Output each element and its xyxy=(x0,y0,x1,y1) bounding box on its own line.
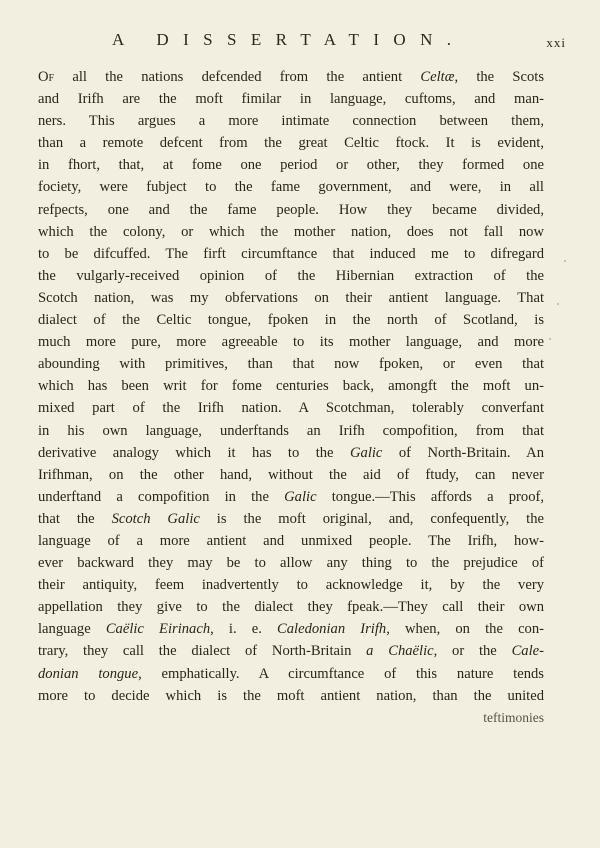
text-line: their antiquity, feem inadvertently to acknowledge it, by the very xyxy=(38,577,544,594)
text-line: underftand a compofition in the Galic tongue.—This affords a proof, xyxy=(38,488,544,505)
paper-speck xyxy=(557,303,559,305)
text-line: Scotch nation, was my obfervations on their antient language. That xyxy=(38,289,544,306)
text-line: in his own language, underftands an Irifh compofition, from that xyxy=(38,422,544,439)
text-line: abounding with primitives, than that now fpoken, or even that xyxy=(38,356,544,373)
text-line: language of a more antient and unmixed people. The Irifh, how- xyxy=(38,532,544,549)
catchword-line xyxy=(38,707,544,729)
text-line: that the Scotch Galic is the moft original, and, confequently, the xyxy=(38,510,544,527)
text-line: dialect of the Celtic tongue, fpoken in the north of Scotland, is xyxy=(38,312,544,329)
text-line: Of all the nations defcended from the antient Celtæ, the Scots xyxy=(38,69,544,85)
text-line: language Caëlic Eirinach, i. e. Caledonian Irifh, when, on the con- xyxy=(38,621,544,638)
text-line: mixed part of the Irifh nation. A Scotchman, tolerably converfant xyxy=(38,400,544,417)
body-text xyxy=(38,66,544,729)
text-line: refpects, one and the fame people. How they became divided, xyxy=(38,201,544,218)
text-line: which has been writ for fome centuries back, amongft the moft un- xyxy=(38,378,544,395)
paper-speck xyxy=(564,260,566,262)
text-line: which the colony, or which the mother nation, does not fall now xyxy=(38,223,544,240)
text-line: donian tongue, emphatically. A circumftance of this nature tends xyxy=(38,665,544,682)
text-line: in fhort, that, at fome one period or other, they formed one xyxy=(38,157,544,174)
text-line: appellation they give to the dialect they fpeak.—They call their own xyxy=(38,599,544,616)
text-line: Irifhman, on the other hand, without the aid of ftudy, can never xyxy=(38,466,544,483)
text-line: than a remote defcent from the great Celtic ftock. It is evident, xyxy=(38,135,544,152)
text-line: trary, they call the dialect of North-Britain a Chaëlic, or the Cale- xyxy=(38,643,544,660)
running-title: A DISSERTATION. xyxy=(112,30,466,49)
text-line: ever backward they may be to allow any thing to the prejudice of xyxy=(38,555,544,572)
text-line: derivative analogy which it has to the Galic of North-Britain. An xyxy=(38,444,544,461)
text-line: to be difcuffed. The firft circumftance that induced me to difregard xyxy=(38,245,544,262)
catchword: teftimonies xyxy=(483,709,544,725)
text-line: ners. This argues a more intimate connection between them, xyxy=(38,113,544,130)
text-line: and Irifh are the moft fimilar in language, cuftoms, and man- xyxy=(38,91,544,108)
text-line: fociety, were fubject to the fame government, and were, in all xyxy=(38,179,544,196)
text-line: the vulgarly-received opinion of the Hibernian extraction of the xyxy=(38,267,544,284)
paper-speck xyxy=(549,338,551,340)
text-line: much more pure, more agreeable to its mother language, and more xyxy=(38,334,544,351)
text-line: more to decide which is the moft antient nation, than the united xyxy=(38,687,544,704)
page-number: xxi xyxy=(546,35,566,50)
running-header xyxy=(40,30,566,54)
